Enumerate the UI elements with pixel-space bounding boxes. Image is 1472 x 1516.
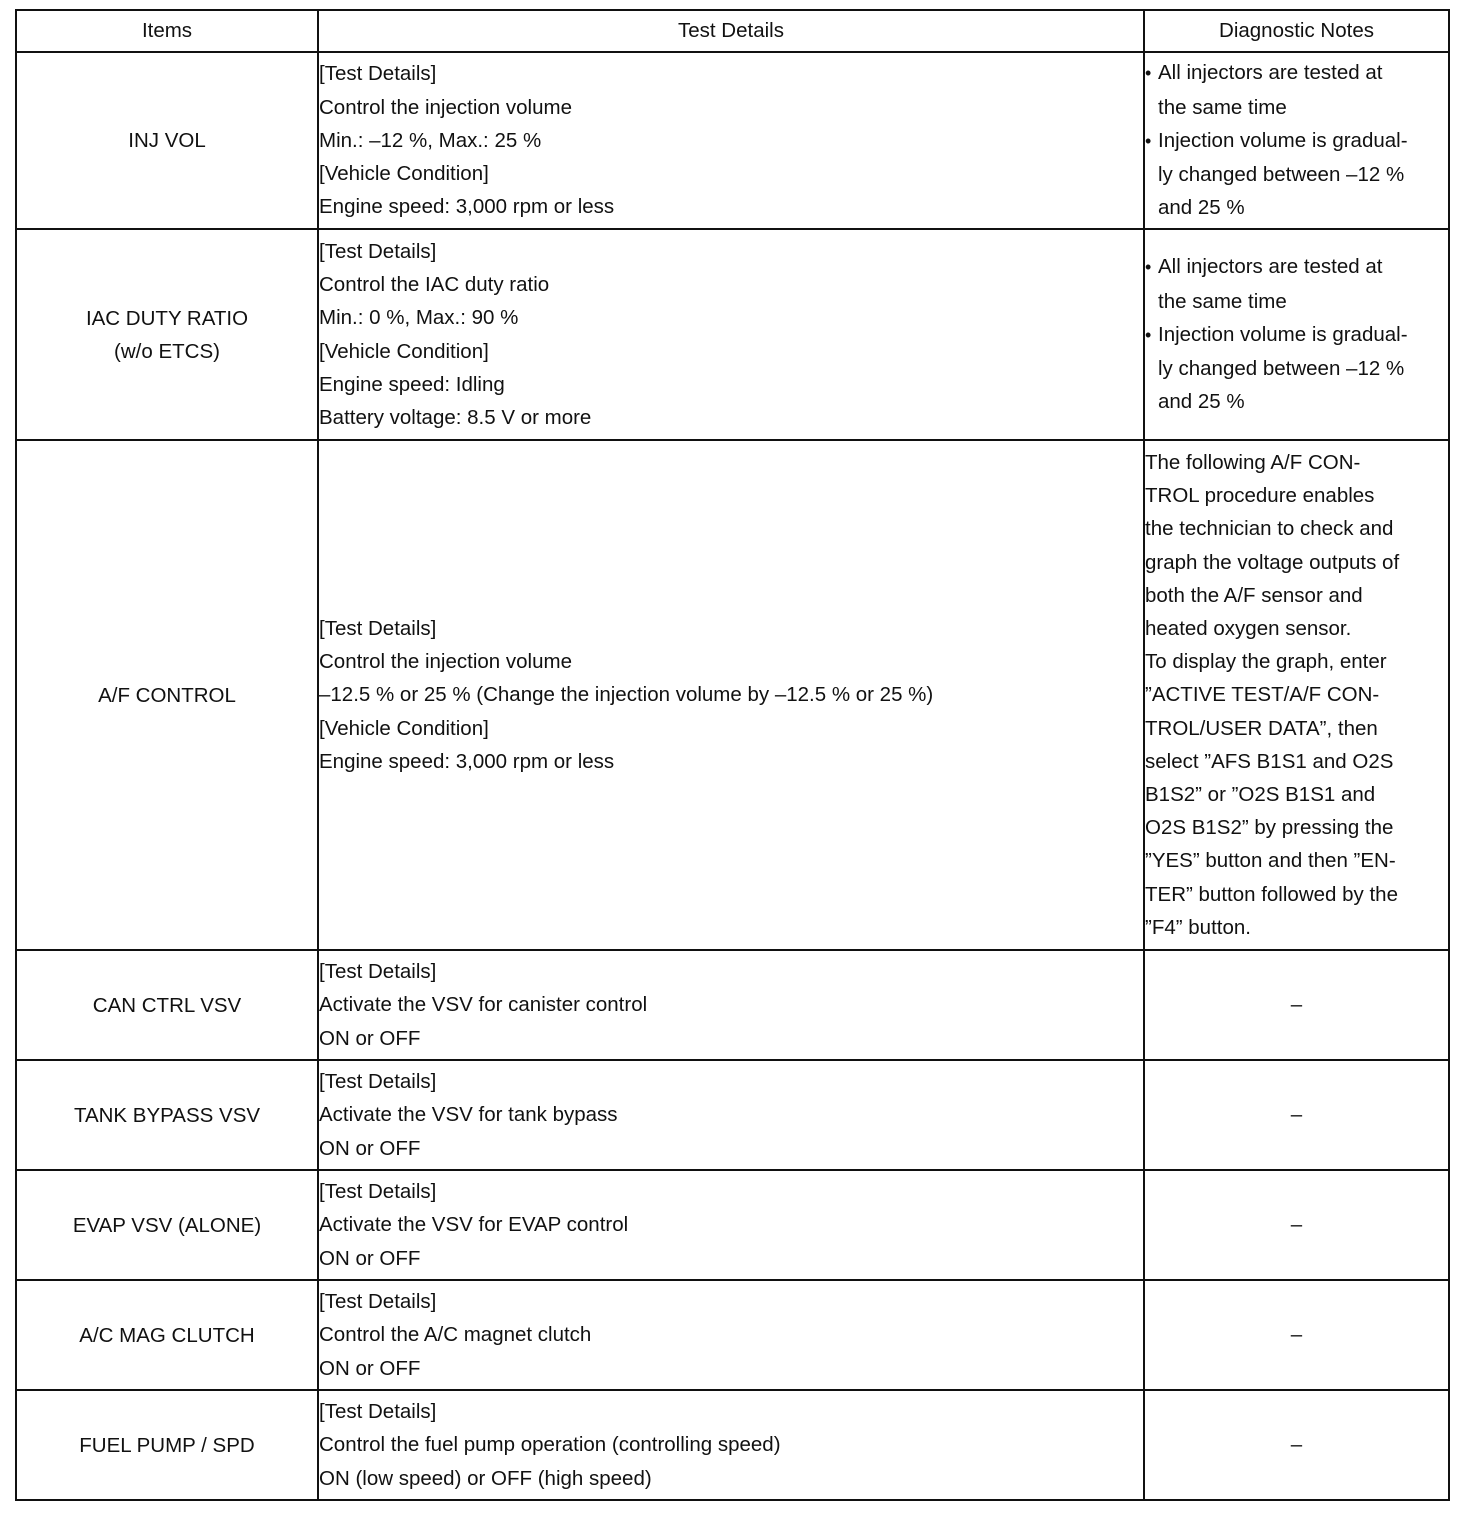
note-line: B1S2” or ”O2S B1S1 and — [1145, 783, 1376, 806]
note-line: To display the graph, enter — [1145, 650, 1387, 674]
details-line: ON or OFF — [319, 1136, 421, 1160]
note-bullet — [1145, 56, 1448, 90]
details-line: Engine speed: 3,000 rpm or less — [319, 195, 615, 219]
details-line: Min.: 0 %, Max.: 90 % — [319, 306, 519, 330]
notes-cell: – — [1144, 1060, 1449, 1170]
note-line: ”F4” button. — [1145, 915, 1251, 939]
table-row — [16, 1060, 1449, 1170]
details-line: [Vehicle Condition] — [319, 162, 489, 186]
details-line: Engine speed: 3,000 rpm or less — [319, 749, 615, 773]
details-line: ON or OFF — [319, 1356, 421, 1380]
details-line: Activate the VSV for tank bypass — [319, 1103, 618, 1127]
note-line: All injectors are tested at — [1158, 61, 1383, 85]
note-line: select ”AFS B1S1 and O2S — [1145, 749, 1394, 773]
note-line: O2S B1S2” by pressing the — [1145, 816, 1394, 840]
table-row — [16, 440, 1449, 950]
details-line: Activate the VSV for canister control — [319, 993, 648, 1017]
details-line: [Test Details] — [319, 616, 437, 640]
details-cell — [318, 950, 1144, 1060]
item-cell — [16, 1060, 318, 1170]
table-row — [16, 1280, 1449, 1390]
item-cell — [16, 1170, 318, 1280]
note-line: graph the voltage outputs of — [1145, 550, 1400, 574]
item-cell — [16, 52, 318, 229]
table-row — [16, 1390, 1449, 1500]
details-line: [Test Details] — [319, 239, 437, 263]
item-cell — [16, 229, 318, 440]
details-line: [Test Details] — [319, 1290, 437, 1314]
details-line: [Test Details] — [319, 1400, 437, 1424]
note-bullet — [1145, 318, 1448, 352]
note-line: and 25 % — [1158, 196, 1245, 220]
details-cell — [318, 229, 1144, 440]
details-line: Control the injection volume — [319, 95, 572, 119]
active-test-table — [15, 9, 1450, 1501]
note-line: both the A/F sensor and — [1145, 583, 1363, 607]
details-line: Control the A/C magnet clutch — [319, 1323, 592, 1347]
bullet-icon: • — [1145, 63, 1152, 84]
details-line: Activate the VSV for EVAP control — [319, 1213, 629, 1237]
details-line: [Test Details] — [319, 1070, 437, 1094]
item-name: A/F CONTROL — [98, 683, 236, 707]
note-line: TROL/USER DATA”, then — [1145, 716, 1378, 740]
header-items: Items — [16, 10, 318, 52]
note-bullet — [1145, 250, 1448, 284]
bullet-icon: • — [1145, 324, 1152, 345]
item-cell — [16, 1280, 318, 1390]
details-line: [Vehicle Condition] — [319, 339, 489, 363]
item-name: EVAP VSV (ALONE) — [72, 1213, 262, 1237]
details-line: ON or OFF — [319, 1026, 421, 1050]
item-name: FUEL PUMP / SPD — [79, 1433, 255, 1457]
details-line: [Vehicle Condition] — [319, 716, 489, 740]
item-name: TANK BYPASS VSV — [73, 1103, 261, 1127]
note-line: The following A/F CON- — [1145, 450, 1361, 474]
item-name: INJ VOL — [128, 129, 206, 152]
details-line: Engine speed: Idling — [319, 372, 505, 396]
bullet-icon: • — [1145, 257, 1152, 278]
notes-cell — [1144, 440, 1449, 950]
details-line: ON (low speed) or OFF (high speed) — [319, 1466, 652, 1490]
details-line: [Test Details] — [319, 62, 437, 86]
item-cell — [16, 440, 318, 950]
details-cell — [318, 1060, 1144, 1170]
bullet-icon: • — [1145, 130, 1152, 151]
header-row — [16, 10, 1449, 52]
notes-cell: – — [1144, 1170, 1449, 1280]
note-line: ”YES” button and then ”EN- — [1145, 849, 1396, 873]
note-line: ly changed between –12 % — [1158, 357, 1405, 381]
note-line: the same time — [1158, 289, 1287, 313]
notes-cell: – — [1144, 1390, 1449, 1500]
notes-cell: – — [1144, 1280, 1449, 1390]
details-line: Control the IAC duty ratio — [319, 273, 550, 297]
item-name: A/C MAG CLUTCH — [79, 1323, 255, 1347]
notes-cell — [1144, 229, 1449, 440]
table-row — [16, 1170, 1449, 1280]
details-line: ON or OFF — [319, 1246, 421, 1270]
details-line: [Test Details] — [319, 960, 437, 984]
details-line: Control the injection volume — [319, 650, 572, 674]
note-line: TROL procedure enables — [1145, 484, 1375, 508]
note-line: Injection volume is gradual- — [1158, 322, 1408, 346]
notes-cell — [1144, 52, 1449, 229]
header-diagnostic-notes: Diagnostic Notes — [1144, 10, 1449, 52]
notes-cell: – — [1144, 950, 1449, 1060]
note-line: ”ACTIVE TEST/A/F CON- — [1145, 683, 1380, 707]
details-cell — [318, 52, 1144, 229]
note-line: ly changed between –12 % — [1158, 163, 1405, 187]
details-cell — [318, 440, 1144, 950]
note-line: heated oxygen sensor. — [1145, 616, 1352, 640]
note-line: Injection volume is gradual- — [1158, 128, 1408, 152]
item-name: CAN CTRL VSV — [92, 993, 242, 1017]
note-line: the technician to check and — [1145, 517, 1394, 541]
details-cell — [318, 1280, 1144, 1390]
details-line: –12.5 % or 25 % (Change the injection volume by –12.5 % or 25 %) — [319, 683, 934, 707]
note-line: the same time — [1158, 95, 1287, 119]
item-name-sub: (w/o ETCS) — [114, 339, 220, 363]
note-line: and 25 % — [1158, 390, 1245, 414]
details-cell — [318, 1390, 1144, 1500]
details-line: Battery voltage: 8.5 V or more — [319, 405, 592, 429]
item-cell — [16, 1390, 318, 1500]
table-row — [16, 52, 1449, 229]
table-row — [16, 229, 1449, 440]
item-name: IAC DUTY RATIO — [85, 306, 249, 330]
details-line: [Test Details] — [319, 1180, 437, 1204]
item-cell — [16, 950, 318, 1060]
note-line: TER” button followed by the — [1145, 882, 1398, 906]
note-line: All injectors are tested at — [1158, 255, 1383, 279]
header-test-details: Test Details — [318, 10, 1144, 52]
note-bullet — [1145, 124, 1448, 158]
details-line: Control the fuel pump operation (controlling speed) — [319, 1433, 781, 1457]
table-row — [16, 950, 1449, 1060]
details-cell — [318, 1170, 1144, 1280]
details-line: Min.: –12 %, Max.: 25 % — [319, 128, 542, 152]
